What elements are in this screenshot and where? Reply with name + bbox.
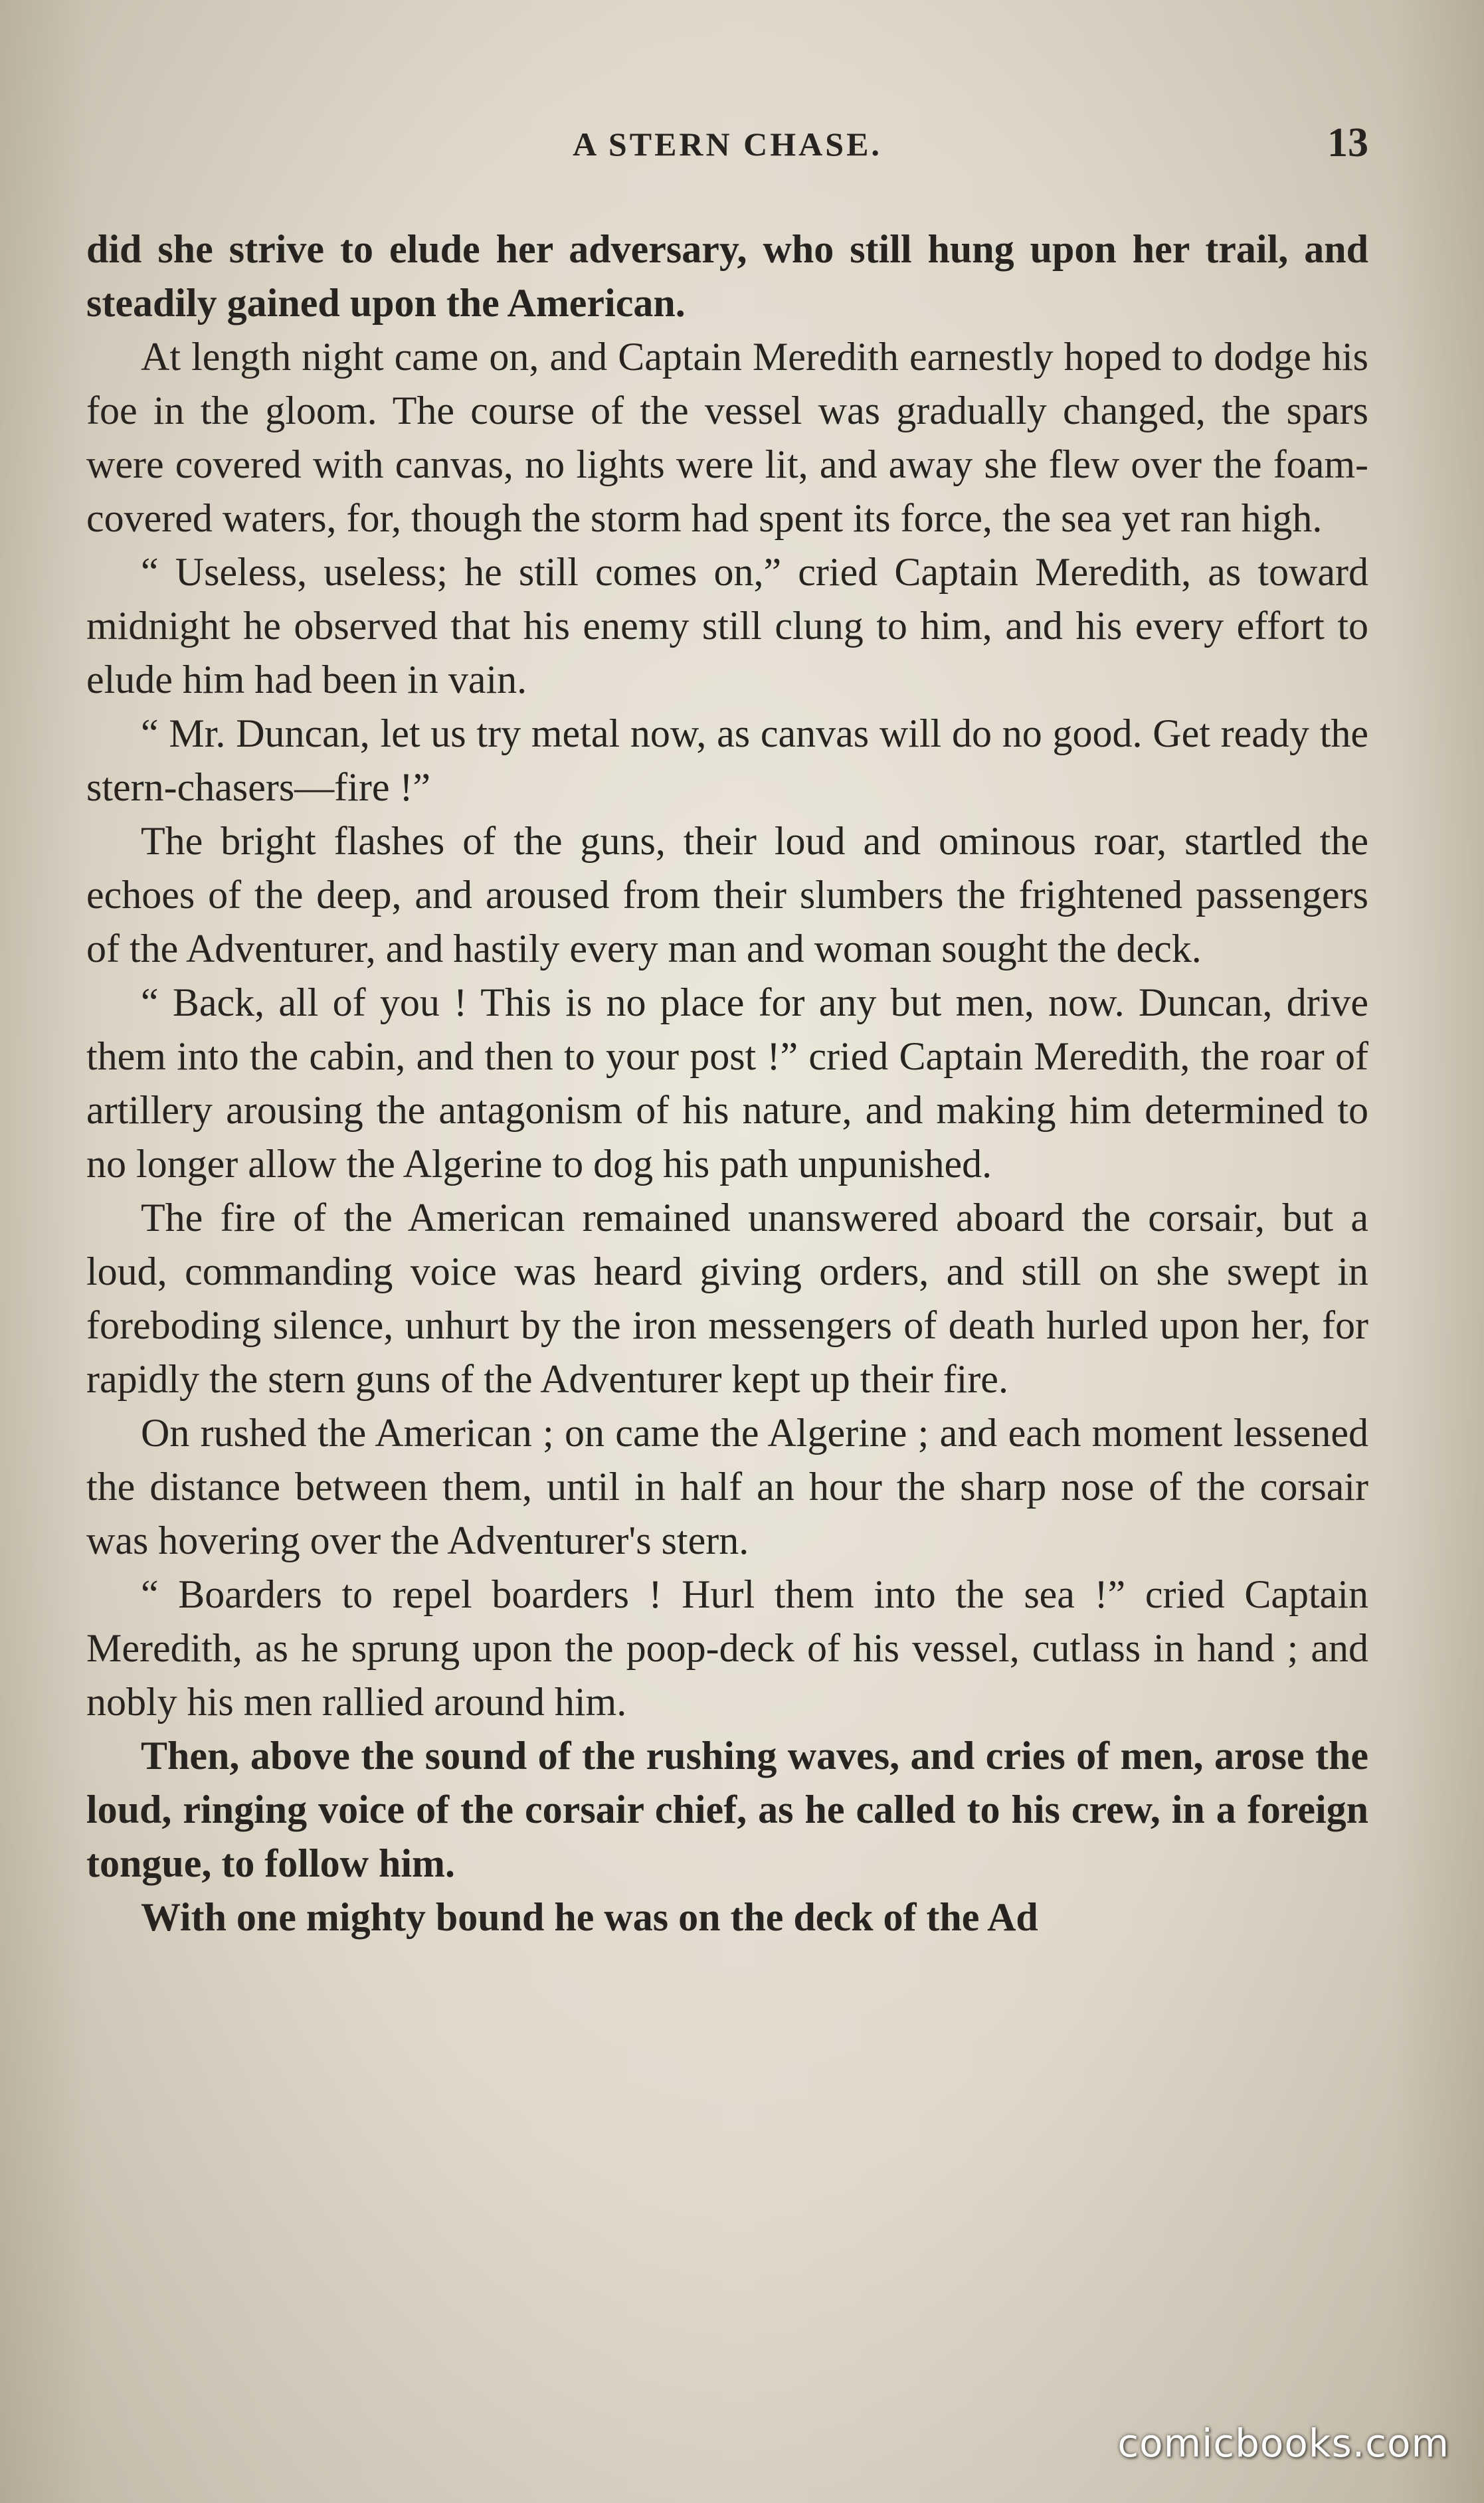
paragraph: “ Useless, useless; he still comes on,” cried Captain Meredith, as toward midnight he observed that his enemy still clung to him, and his every effort to elude him had been in vain. [86,550,1368,701]
paragraph: With one mighty bound he was on the deck of the Ad [141,1895,1038,1939]
paragraph: “ Boarders to repel boarders ! Hurl them into the sea !” cried Captain Meredith, as he sprung upon the poop-deck of his vessel, cutlass in hand ; and nobly his men rallied around him. [86,1572,1368,1724]
paragraph: At length night came on, and Captain Meredith earnestly hoped to dodge his foe in the gloom. The course of the vessel was gradually changed, the spars were covered with canvas, no lights were lit, and away she flew over the foam-covered waters, for, though the storm had spent its force, the sea yet ran high. [86,335,1368,540]
page-number: 13 [1327,120,1368,165]
paragraph: The bright flashes of the guns, their loud and ominous roar, startled the echoes of the deep, and aroused from their slumbers the frightened passengers of the Adventurer, and hastily every man and woman sought the deck. [86,819,1368,971]
paragraph: Then, above the sound of the rushing waves, and cries of men, arose the loud, ringing voice of the corsair chief, as he called to his crew, in a foreign tongue, to follow him. [86,1734,1368,1885]
body-text [86,223,1368,1944]
paragraph: “ Mr. Duncan, let us try metal now, as canvas will do no good. Get ready the stern-chasers—fire !” [86,711,1368,809]
paragraph-continued: did she strive to elude her adversary, who still hung upon her trail, and steadily gained upon the American. [86,227,1368,325]
paragraph: “ Back, all of you ! This is no place for any but men, now. Duncan, drive them into the cabin, and then to your post !” cried Captain Meredith, the roar of artillery arousing the antagonism of his nature, and making him determined to no longer allow the Algerine to dog his path unpunished. [86,980,1368,1186]
watermark-text: comicbooks.com [1117,2421,1449,2466]
paragraph: The fire of the American remained unanswered aboard the corsair, but a loud, commanding voice was heard giving orders, and still on she swept in foreboding silence, unhurt by the iron messengers of death hurled upon her, for rapidly the stern guns of the Adventurer kept up their fire. [86,1196,1368,1401]
running-header [86,120,1368,178]
running-title: A STERN CHASE. [573,126,882,163]
paragraph: On rushed the American ; on came the Algerine ; and each moment lessened the distance between them, until in half an hour the sharp nose of the corsair was hovering over the Adventurer's stern. [86,1411,1368,1562]
